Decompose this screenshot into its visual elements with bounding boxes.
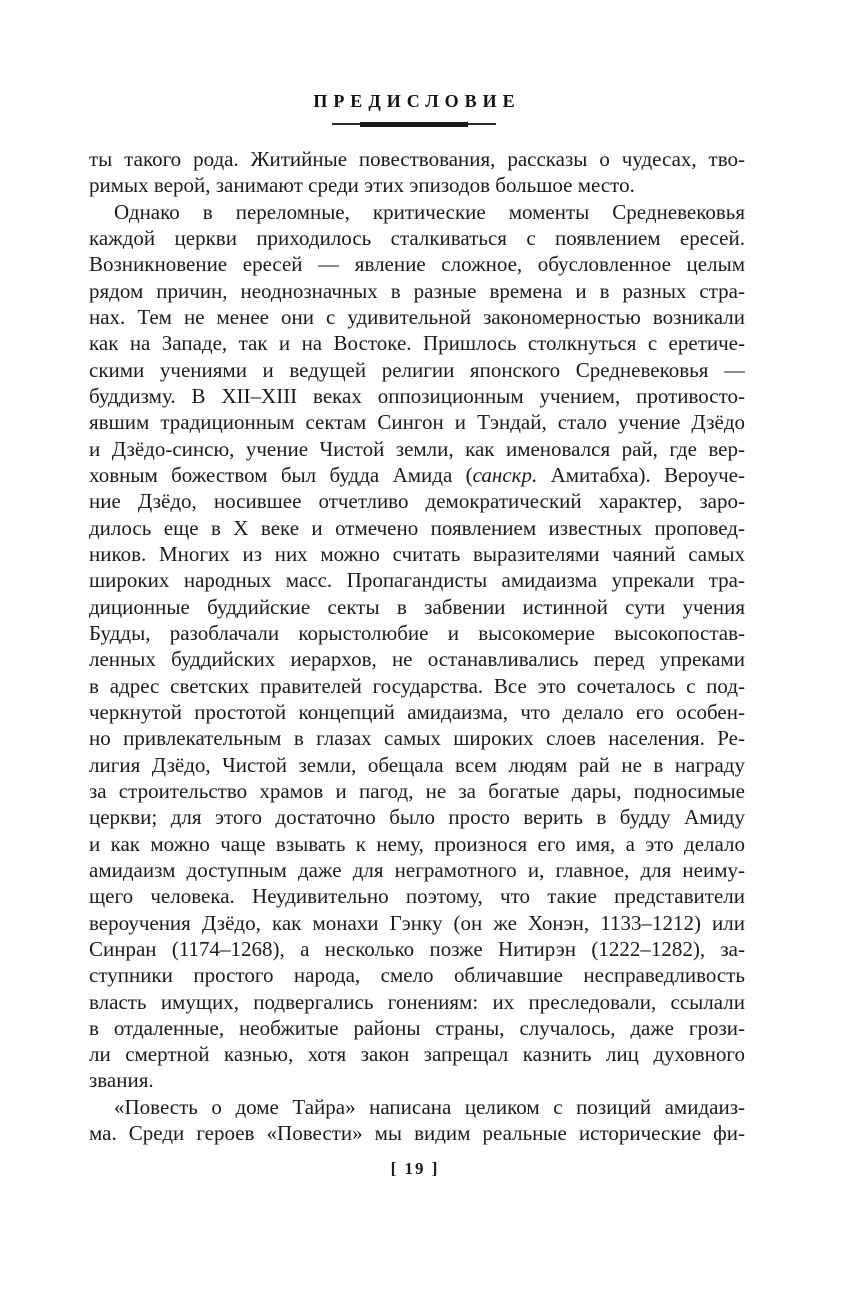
text-line: в адрес светских правителей государства. Все это сочеталось с под- <box>89 673 745 698</box>
text-line: церкви; для этого достаточно было просто верить в будду Амиду <box>89 805 745 830</box>
text-line: буддизму. В XII–XIII веках оппозиционным учением, противосто- <box>89 383 745 408</box>
text-line: амидаизм доступным даже для неграмотного и, главное, для неиму- <box>89 857 745 882</box>
text-segment: Амитабха). Вероуче- <box>537 462 745 487</box>
text-line: ние Дзёдо, носившее отчетливо демократический характер, заро- <box>89 489 745 514</box>
text-line: и Дзёдо-синсю, учение Чистой земли, как именовался рай, где вер- <box>89 436 745 461</box>
text-line: каждой церкви приходилось сталкиваться с появлением ересей. <box>89 225 745 250</box>
text-line: широких народных масс. Пропагандисты амидаизма упрекали тра- <box>89 568 745 593</box>
text-line: Будды, разоблачали корыстолюбие и высокомерие высокопостав- <box>89 620 745 645</box>
text-line: звания. <box>89 1068 154 1093</box>
text-line: рядом причин, неоднозначных в разные времена и в разных стра- <box>89 278 745 303</box>
text-line: ступники простого народа, смело обличавшие несправедливость <box>89 963 745 988</box>
text-line: «Повесть о доме Тайра» написана целиком с позиций амидаиз- <box>114 1094 745 1119</box>
text-line: ты такого рода. Житийные повествования, рассказы о чудесах, тво- <box>89 147 745 171</box>
text-line: вероучения Дзёдо, как монахи Гэнку (он же Хонэн, 1133–1212) или <box>89 910 745 935</box>
text-line: Возникновение ересей — явление сложное, обусловленное целым <box>89 252 745 277</box>
text-line: как на Западе, так и на Востоке. Пришлось столкнуться с еретиче- <box>89 331 745 356</box>
text-line: черкнутой простотой концепций амидаизма, что делало его особен- <box>89 699 745 724</box>
text-line: явшим традиционным сектам Сингон и Тэндай, стало учение Дзёдо <box>89 410 745 435</box>
header-rule <box>332 121 496 127</box>
text-line: Синран (1174–1268), а несколько позже Нитирэн (1222–1282), за- <box>89 936 745 961</box>
text-line: ма. Среди героев «Повести» мы видим реальные исторические фи- <box>89 1121 745 1146</box>
text-line: Однако в переломные, критические моменты Средневековья <box>114 199 745 224</box>
page-number: [ 19 ] <box>390 1159 440 1178</box>
text-line: и как можно чаще взывать к нему, произнося его имя, а это делало <box>89 831 745 856</box>
body-text <box>89 146 745 1146</box>
text-line: римых верой, занимают среди этих эпизодов большое место. <box>89 173 635 198</box>
text-line <box>89 462 745 488</box>
text-line: но привлекательным в глазах самых широких слоев населения. Ре- <box>89 726 745 751</box>
italic-text-segment: санскр. <box>472 462 538 487</box>
text-line: в отдаленные, необжитые районы страны, случалось, даже грози- <box>89 1015 745 1040</box>
text-line: диционные буддийские секты в забвении истинной сути учения <box>89 594 745 619</box>
header-rule-thick-bar <box>360 122 468 127</box>
text-line: лигия Дзёдо, Чистой земли, обещала всем людям рай не в награду <box>89 752 745 777</box>
text-line: дилось еще в X веке и отмечено появлением известных проповед- <box>89 515 745 540</box>
text-line: ников. Многих из них можно считать выразителями чаяний самых <box>89 541 745 566</box>
text-line: власть имущих, подвергались гонениям: их преследовали, ссылали <box>89 989 745 1014</box>
running-head: ПРЕДИСЛОВИЕ <box>313 91 521 111</box>
text-line: нах. Тем не менее они с удивительной закономерностью возникали <box>89 304 745 329</box>
text-line: ленных буддийских иерархов, не останавливались перед упреками <box>89 647 745 672</box>
text-segment: ховным божеством был будда Амида ( <box>89 462 473 487</box>
text-line: ли смертной казнью, хотя закон запрещал казнить лиц духовного <box>89 1042 745 1067</box>
text-line: скими учениями и ведущей религии японского Средневековья — <box>89 357 745 382</box>
text-line: щего человека. Неудивительно поэтому, что такие представители <box>89 884 745 909</box>
text-line: за строительство храмов и пагод, не за богатые дары, подносимые <box>89 778 745 803</box>
